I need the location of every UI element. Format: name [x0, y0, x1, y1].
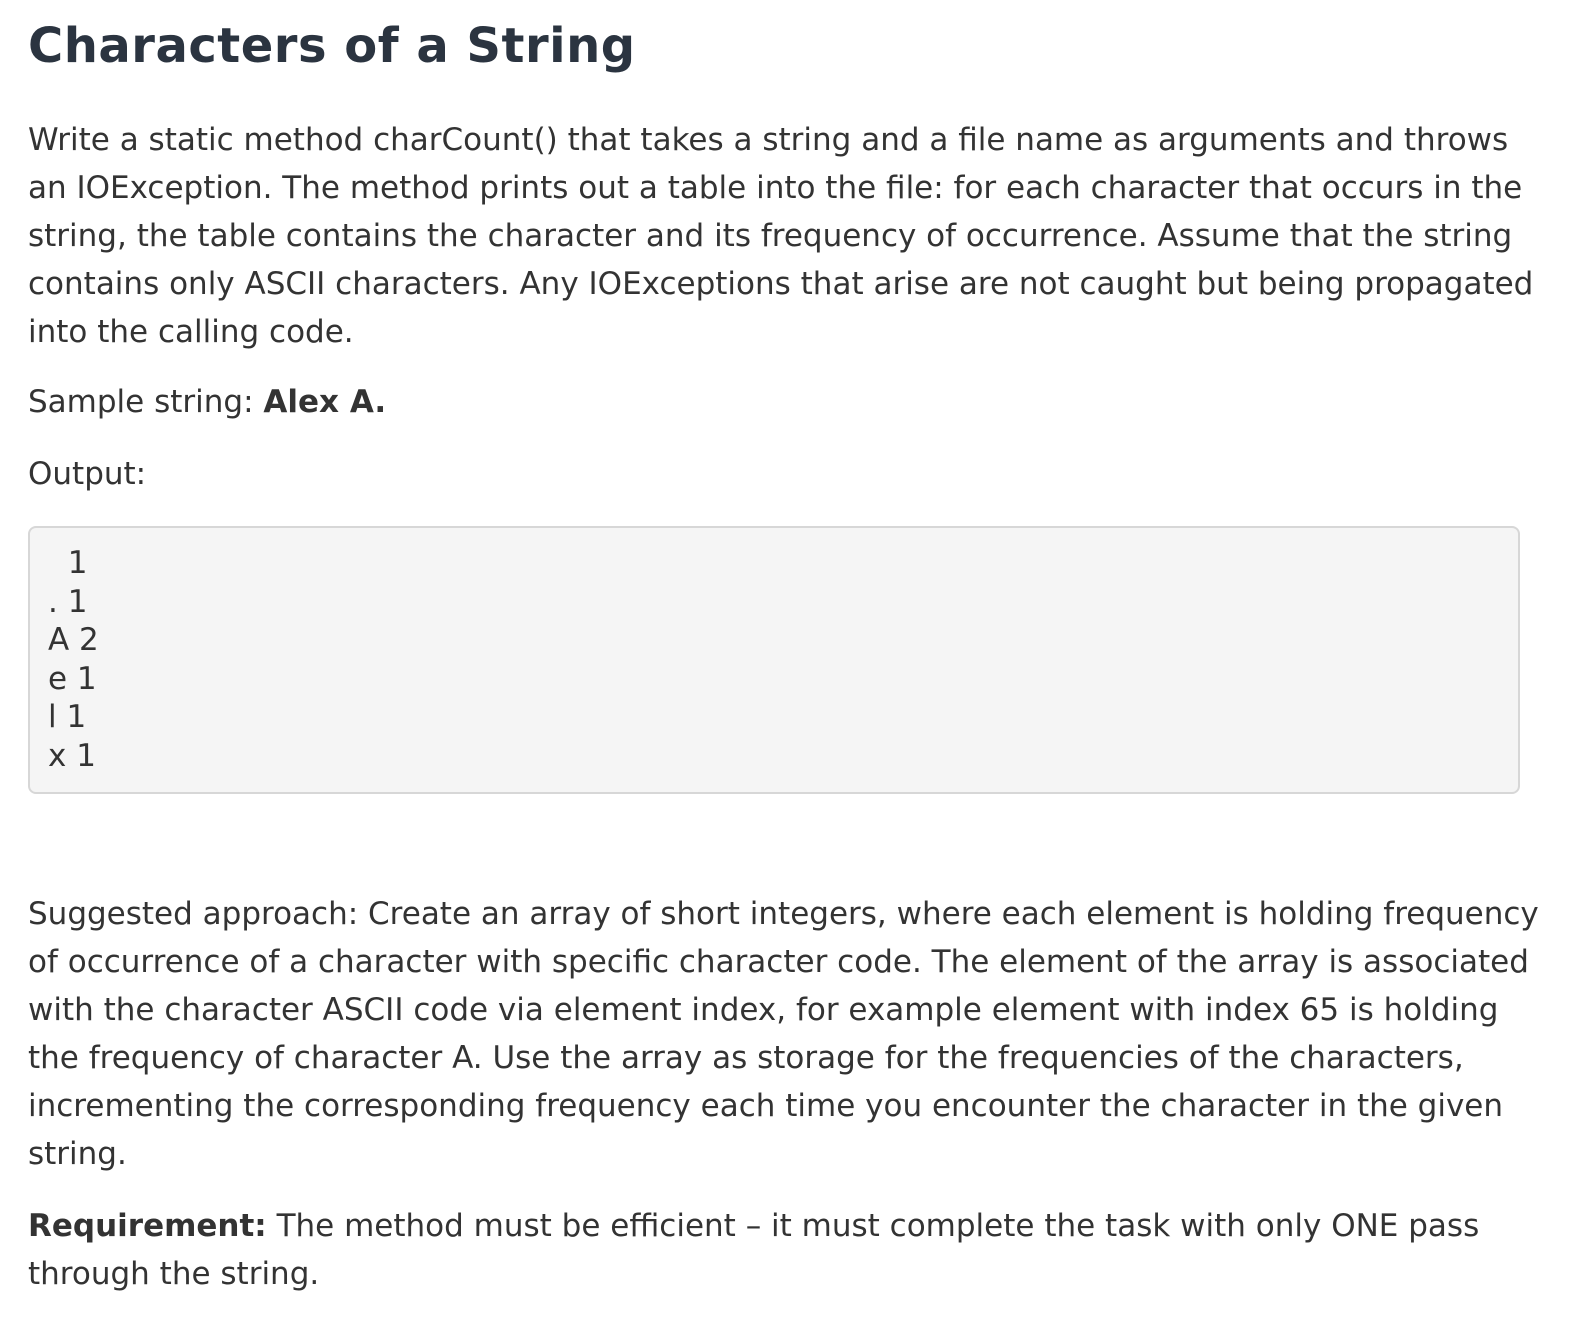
sample-string-value: Alex A. — [263, 384, 387, 420]
intro-paragraph: Write a static method charCount() that takes a string and a file name as arguments and throws an IOException. The method prints out a table into the file: for each character that occurs in the string, the table contains the character and its frequency of occurrence. Assume that the string contains only ASCII characters. Any IOExceptions that arise are not caught but being propagated into the calling code. — [28, 122, 1534, 350]
output-line: e 1 — [48, 660, 97, 697]
output-line: A 2 — [48, 622, 99, 658]
requirement-label: Requirement: — [28, 1208, 267, 1244]
output-code-block — [28, 526, 1520, 794]
sample-string-line — [28, 378, 1546, 426]
output-label: Output: — [28, 456, 147, 492]
output-line: 1 — [48, 545, 88, 581]
output-line: l 1 — [48, 699, 87, 735]
requirement-paragraph — [28, 1202, 1546, 1298]
suggested-approach-paragraph: Suggested approach: Create an array of short integers, where each element is holding frequency of occurrence of a character with specific character code. The element of the array is associated with the character ASCII code via element index, for example element with index 65 is holding the frequency of character A. Use the array as storage for the frequencies of the characters, incrementing the corresponding frequency each time you encounter the character in the given string. — [28, 896, 1539, 1172]
requirement-text: The method must be efficient – it must complete the task with only ONE pass through the string. — [28, 1208, 1480, 1292]
output-line: . 1 — [48, 583, 88, 620]
page-title: Characters of a String — [28, 18, 636, 74]
output-line: x 1 — [48, 737, 96, 774]
sample-string-label: Sample string: — [28, 384, 254, 420]
